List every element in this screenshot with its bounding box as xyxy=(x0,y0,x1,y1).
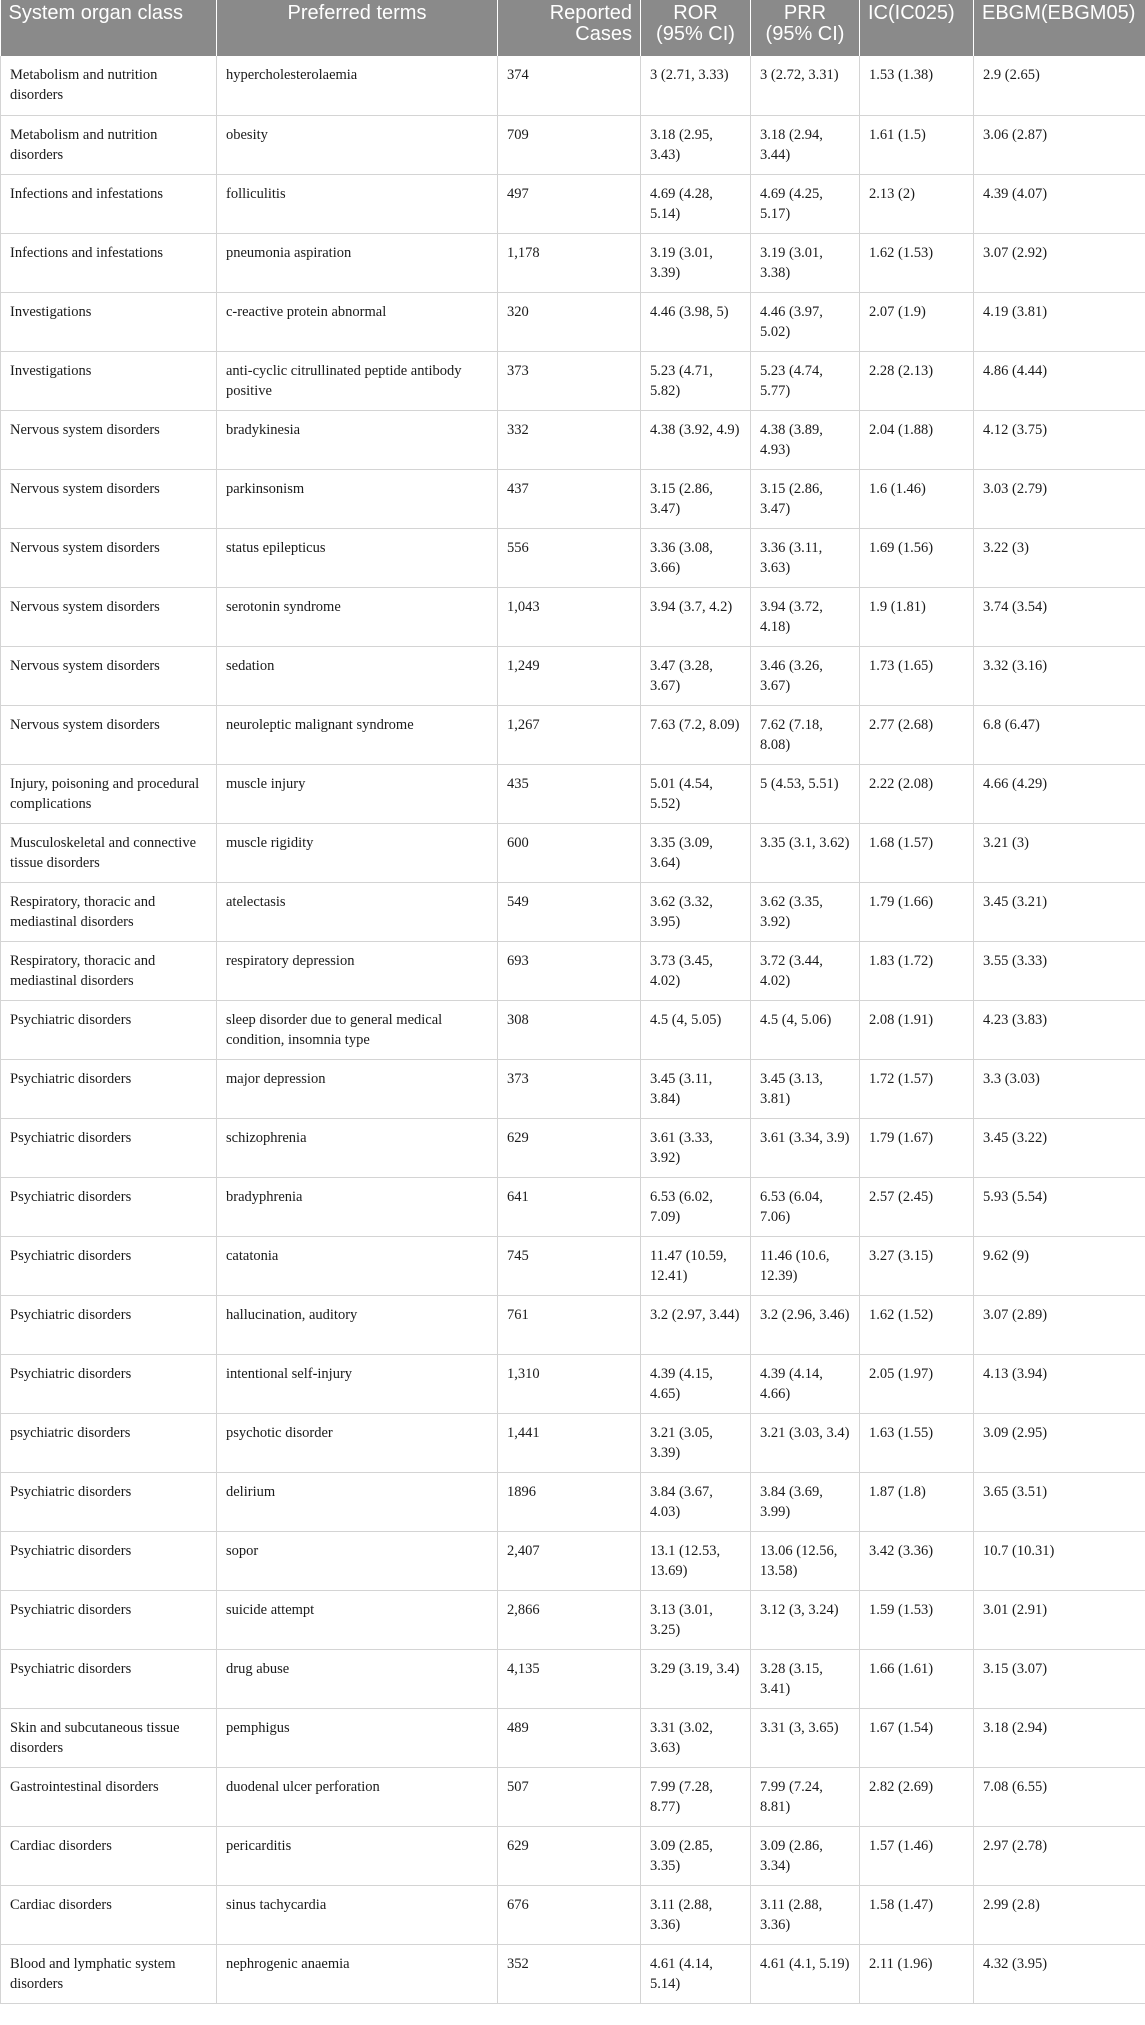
system-organ-class-cell: Nervous system disorders xyxy=(1,705,217,764)
ror-cell: 3.31 (3.02, 3.63) xyxy=(641,1708,751,1767)
system-organ-class-cell: Musculoskeletal and connective tissue disorders xyxy=(1,823,217,882)
preferred-term-cell: duodenal ulcer perforation xyxy=(217,1767,498,1826)
system-organ-class-cell: Nervous system disorders xyxy=(1,587,217,646)
preferred-term-cell: muscle injury xyxy=(217,764,498,823)
preferred-term-cell: folliculitis xyxy=(217,174,498,233)
ic-cell: 1.69 (1.56) xyxy=(860,528,974,587)
reported-cases-cell: 641 xyxy=(498,1177,641,1236)
prr-cell: 11.46 (10.6, 12.39) xyxy=(751,1236,860,1295)
system-organ-class-cell: Infections and infestations xyxy=(1,233,217,292)
preferred-term-cell: catatonia xyxy=(217,1236,498,1295)
ic-cell: 1.62 (1.52) xyxy=(860,1295,974,1354)
ic-cell: 2.57 (2.45) xyxy=(860,1177,974,1236)
ic-cell: 2.04 (1.88) xyxy=(860,410,974,469)
reported-cases-cell: 1,267 xyxy=(498,705,641,764)
preferred-term-cell: c-reactive protein abnormal xyxy=(217,292,498,351)
prr-cell: 5.23 (4.74, 5.77) xyxy=(751,351,860,410)
reported-cases-cell: 761 xyxy=(498,1295,641,1354)
col-ror-header: ROR (95% CI) xyxy=(641,0,751,56)
ror-cell: 3.13 (3.01, 3.25) xyxy=(641,1590,751,1649)
preferred-term-cell: bradykinesia xyxy=(217,410,498,469)
preferred-term-cell: delirium xyxy=(217,1472,498,1531)
system-organ-class-cell: Metabolism and nutrition disorders xyxy=(1,56,217,115)
prr-cell: 4.39 (4.14, 4.66) xyxy=(751,1354,860,1413)
table-row xyxy=(1,1354,1145,1413)
ebgm-cell: 4.66 (4.29) xyxy=(974,764,1145,823)
col-reported-cases-header: Reported Cases xyxy=(498,0,641,56)
prr-cell: 3.72 (3.44, 4.02) xyxy=(751,941,860,1000)
ic-cell: 1.6 (1.46) xyxy=(860,469,974,528)
reported-cases-cell: 1,043 xyxy=(498,587,641,646)
system-organ-class-cell: Psychiatric disorders xyxy=(1,1118,217,1177)
ror-cell: 3 (2.71, 3.33) xyxy=(641,56,751,115)
ror-cell: 11.47 (10.59, 12.41) xyxy=(641,1236,751,1295)
table-row xyxy=(1,351,1145,410)
reported-cases-cell: 1896 xyxy=(498,1472,641,1531)
table-row xyxy=(1,1118,1145,1177)
ror-cell: 3.35 (3.09, 3.64) xyxy=(641,823,751,882)
ic-cell: 1.73 (1.65) xyxy=(860,646,974,705)
prr-cell: 3.12 (3, 3.24) xyxy=(751,1590,860,1649)
table-row xyxy=(1,823,1145,882)
ic-cell: 1.62 (1.53) xyxy=(860,233,974,292)
ror-cell: 3.15 (2.86, 3.47) xyxy=(641,469,751,528)
ror-cell: 3.61 (3.33, 3.92) xyxy=(641,1118,751,1177)
ror-cell: 3.21 (3.05, 3.39) xyxy=(641,1413,751,1472)
ic-cell: 2.13 (2) xyxy=(860,174,974,233)
ic-cell: 2.07 (1.9) xyxy=(860,292,974,351)
reported-cases-cell: 556 xyxy=(498,528,641,587)
table-row xyxy=(1,882,1145,941)
preferred-term-cell: bradyphrenia xyxy=(217,1177,498,1236)
ebgm-cell: 4.32 (3.95) xyxy=(974,1944,1145,2003)
col-preferred-terms-header: Preferred terms xyxy=(217,0,498,56)
ebgm-cell: 3.18 (2.94) xyxy=(974,1708,1145,1767)
ebgm-cell: 3.15 (3.07) xyxy=(974,1649,1145,1708)
ebgm-cell: 3.03 (2.79) xyxy=(974,469,1145,528)
prr-cell: 3.19 (3.01, 3.38) xyxy=(751,233,860,292)
reported-cases-cell: 2,866 xyxy=(498,1590,641,1649)
prr-cell: 3.36 (3.11, 3.63) xyxy=(751,528,860,587)
system-organ-class-cell: Respiratory, thoracic and mediastinal disorders xyxy=(1,882,217,941)
reported-cases-cell: 676 xyxy=(498,1885,641,1944)
preferred-term-cell: serotonin syndrome xyxy=(217,587,498,646)
reported-cases-cell: 549 xyxy=(498,882,641,941)
prr-cell: 3.11 (2.88, 3.36) xyxy=(751,1885,860,1944)
preferred-term-cell: sedation xyxy=(217,646,498,705)
prr-cell: 3.2 (2.96, 3.46) xyxy=(751,1295,860,1354)
system-organ-class-cell: Psychiatric disorders xyxy=(1,1531,217,1590)
ic-cell: 2.05 (1.97) xyxy=(860,1354,974,1413)
system-organ-class-cell: Cardiac disorders xyxy=(1,1826,217,1885)
table-row xyxy=(1,941,1145,1000)
reported-cases-cell: 308 xyxy=(498,1000,641,1059)
prr-cell: 6.53 (6.04, 7.06) xyxy=(751,1177,860,1236)
ebgm-cell: 3.07 (2.89) xyxy=(974,1295,1145,1354)
table-row xyxy=(1,1944,1145,2003)
ebgm-cell: 9.62 (9) xyxy=(974,1236,1145,1295)
reported-cases-cell: 745 xyxy=(498,1236,641,1295)
ror-cell: 5.23 (4.71, 5.82) xyxy=(641,351,751,410)
prr-cell: 4.69 (4.25, 5.17) xyxy=(751,174,860,233)
ic-cell: 2.11 (1.96) xyxy=(860,1944,974,2003)
system-organ-class-cell: Psychiatric disorders xyxy=(1,1354,217,1413)
table-row xyxy=(1,1177,1145,1236)
preferred-term-cell: nephrogenic anaemia xyxy=(217,1944,498,2003)
preferred-term-cell: pemphigus xyxy=(217,1708,498,1767)
system-organ-class-cell: Psychiatric disorders xyxy=(1,1177,217,1236)
ic-cell: 1.67 (1.54) xyxy=(860,1708,974,1767)
table-row xyxy=(1,56,1145,115)
ebgm-cell: 3.32 (3.16) xyxy=(974,646,1145,705)
ic-cell: 1.87 (1.8) xyxy=(860,1472,974,1531)
ror-cell: 3.11 (2.88, 3.36) xyxy=(641,1885,751,1944)
reported-cases-cell: 709 xyxy=(498,115,641,174)
ic-cell: 1.9 (1.81) xyxy=(860,587,974,646)
ic-cell: 1.72 (1.57) xyxy=(860,1059,974,1118)
preferred-term-cell: major depression xyxy=(217,1059,498,1118)
prr-cell: 3 (2.72, 3.31) xyxy=(751,56,860,115)
reported-cases-cell: 435 xyxy=(498,764,641,823)
ebgm-cell: 6.8 (6.47) xyxy=(974,705,1145,764)
preferred-term-cell: sinus tachycardia xyxy=(217,1885,498,1944)
preferred-term-cell: parkinsonism xyxy=(217,469,498,528)
preferred-term-cell: status epilepticus xyxy=(217,528,498,587)
ic-cell: 3.27 (3.15) xyxy=(860,1236,974,1295)
ebgm-cell: 3.3 (3.03) xyxy=(974,1059,1145,1118)
ebgm-cell: 2.99 (2.8) xyxy=(974,1885,1145,1944)
ic-cell: 2.08 (1.91) xyxy=(860,1000,974,1059)
table-row xyxy=(1,1649,1145,1708)
reported-cases-cell: 374 xyxy=(498,56,641,115)
ic-cell: 1.61 (1.5) xyxy=(860,115,974,174)
preferred-term-cell: hallucination, auditory xyxy=(217,1295,498,1354)
ebgm-cell: 3.65 (3.51) xyxy=(974,1472,1145,1531)
ebgm-cell: 7.08 (6.55) xyxy=(974,1767,1145,1826)
reported-cases-cell: 373 xyxy=(498,351,641,410)
system-organ-class-cell: Psychiatric disorders xyxy=(1,1472,217,1531)
reported-cases-cell: 629 xyxy=(498,1826,641,1885)
ror-cell: 4.69 (4.28, 5.14) xyxy=(641,174,751,233)
table-row xyxy=(1,1295,1145,1354)
system-organ-class-cell: Psychiatric disorders xyxy=(1,1590,217,1649)
prr-cell: 3.45 (3.13, 3.81) xyxy=(751,1059,860,1118)
table-row xyxy=(1,528,1145,587)
system-organ-class-cell: Gastrointestinal disorders xyxy=(1,1767,217,1826)
ic-cell: 2.77 (2.68) xyxy=(860,705,974,764)
reported-cases-cell: 352 xyxy=(498,1944,641,2003)
ror-cell: 3.84 (3.67, 4.03) xyxy=(641,1472,751,1531)
ror-cell: 5.01 (4.54, 5.52) xyxy=(641,764,751,823)
ebgm-cell: 10.7 (10.31) xyxy=(974,1531,1145,1590)
reported-cases-cell: 489 xyxy=(498,1708,641,1767)
system-organ-class-cell: Psychiatric disorders xyxy=(1,1295,217,1354)
ror-cell: 4.61 (4.14, 5.14) xyxy=(641,1944,751,2003)
reported-cases-cell: 2,407 xyxy=(498,1531,641,1590)
ror-cell: 3.19 (3.01, 3.39) xyxy=(641,233,751,292)
preferred-term-cell: suicide attempt xyxy=(217,1590,498,1649)
reported-cases-cell: 497 xyxy=(498,174,641,233)
ic-cell: 2.28 (2.13) xyxy=(860,351,974,410)
table-row xyxy=(1,1767,1145,1826)
reported-cases-cell: 437 xyxy=(498,469,641,528)
ror-cell: 6.53 (6.02, 7.09) xyxy=(641,1177,751,1236)
system-organ-class-cell: Psychiatric disorders xyxy=(1,1236,217,1295)
table-header xyxy=(1,0,1145,56)
ebgm-cell: 3.21 (3) xyxy=(974,823,1145,882)
ic-cell: 1.79 (1.66) xyxy=(860,882,974,941)
reported-cases-cell: 1,249 xyxy=(498,646,641,705)
table-row xyxy=(1,705,1145,764)
preferred-term-cell: drug abuse xyxy=(217,1649,498,1708)
system-organ-class-cell: Respiratory, thoracic and mediastinal disorders xyxy=(1,941,217,1000)
ebgm-cell: 5.93 (5.54) xyxy=(974,1177,1145,1236)
preferred-term-cell: pericarditis xyxy=(217,1826,498,1885)
preferred-term-cell: atelectasis xyxy=(217,882,498,941)
ror-cell: 7.99 (7.28, 8.77) xyxy=(641,1767,751,1826)
reported-cases-cell: 320 xyxy=(498,292,641,351)
ebgm-cell: 2.97 (2.78) xyxy=(974,1826,1145,1885)
ebgm-cell: 3.22 (3) xyxy=(974,528,1145,587)
ic-cell: 1.59 (1.53) xyxy=(860,1590,974,1649)
preferred-term-cell: respiratory depression xyxy=(217,941,498,1000)
prr-cell: 3.15 (2.86, 3.47) xyxy=(751,469,860,528)
ror-cell: 3.45 (3.11, 3.84) xyxy=(641,1059,751,1118)
prr-cell: 4.5 (4, 5.06) xyxy=(751,1000,860,1059)
ic-cell: 1.58 (1.47) xyxy=(860,1885,974,1944)
col-prr-header: PRR (95% CI) xyxy=(751,0,860,56)
table-row xyxy=(1,1236,1145,1295)
ic-cell: 2.82 (2.69) xyxy=(860,1767,974,1826)
table-row xyxy=(1,587,1145,646)
preferred-term-cell: muscle rigidity xyxy=(217,823,498,882)
reported-cases-cell: 332 xyxy=(498,410,641,469)
system-organ-class-cell: Metabolism and nutrition disorders xyxy=(1,115,217,174)
table-row xyxy=(1,646,1145,705)
ic-cell: 1.79 (1.67) xyxy=(860,1118,974,1177)
ebgm-cell: 4.19 (3.81) xyxy=(974,292,1145,351)
ror-cell: 4.39 (4.15, 4.65) xyxy=(641,1354,751,1413)
preferred-term-cell: sopor xyxy=(217,1531,498,1590)
col-ebgm-header: EBGM(EBGM05) xyxy=(974,0,1145,56)
table-row xyxy=(1,1826,1145,1885)
ror-cell: 3.73 (3.45, 4.02) xyxy=(641,941,751,1000)
preferred-term-cell: pneumonia aspiration xyxy=(217,233,498,292)
ic-cell: 3.42 (3.36) xyxy=(860,1531,974,1590)
preferred-term-cell: psychotic disorder xyxy=(217,1413,498,1472)
ebgm-cell: 3.45 (3.22) xyxy=(974,1118,1145,1177)
ebgm-cell: 3.07 (2.92) xyxy=(974,233,1145,292)
prr-cell: 3.21 (3.03, 3.4) xyxy=(751,1413,860,1472)
prr-cell: 7.99 (7.24, 8.81) xyxy=(751,1767,860,1826)
ebgm-cell: 3.74 (3.54) xyxy=(974,587,1145,646)
ebgm-cell: 4.39 (4.07) xyxy=(974,174,1145,233)
system-organ-class-cell: Blood and lymphatic system disorders xyxy=(1,1944,217,2003)
ror-cell: 3.09 (2.85, 3.35) xyxy=(641,1826,751,1885)
preferred-term-cell: obesity xyxy=(217,115,498,174)
table-row xyxy=(1,764,1145,823)
system-organ-class-cell: Skin and subcutaneous tissue disorders xyxy=(1,1708,217,1767)
ror-cell: 4.46 (3.98, 5) xyxy=(641,292,751,351)
prr-cell: 5 (4.53, 5.51) xyxy=(751,764,860,823)
table-row xyxy=(1,115,1145,174)
ebgm-cell: 4.86 (4.44) xyxy=(974,351,1145,410)
preferred-term-cell: sleep disorder due to general medical condition, insomnia type xyxy=(217,1000,498,1059)
table-body xyxy=(1,56,1145,2003)
prr-cell: 4.38 (3.89, 4.93) xyxy=(751,410,860,469)
prr-cell: 3.18 (2.94, 3.44) xyxy=(751,115,860,174)
ebgm-cell: 2.9 (2.65) xyxy=(974,56,1145,115)
ror-cell: 3.94 (3.7, 4.2) xyxy=(641,587,751,646)
ror-cell: 13.1 (12.53, 13.69) xyxy=(641,1531,751,1590)
system-organ-class-cell: Psychiatric disorders xyxy=(1,1000,217,1059)
table-row xyxy=(1,292,1145,351)
table-row xyxy=(1,1413,1145,1472)
ebgm-cell: 4.12 (3.75) xyxy=(974,410,1145,469)
system-organ-class-cell: Cardiac disorders xyxy=(1,1885,217,1944)
ebgm-cell: 3.45 (3.21) xyxy=(974,882,1145,941)
prr-cell: 3.84 (3.69, 3.99) xyxy=(751,1472,860,1531)
table-row xyxy=(1,174,1145,233)
reported-cases-cell: 1,310 xyxy=(498,1354,641,1413)
prr-cell: 7.62 (7.18, 8.08) xyxy=(751,705,860,764)
reported-cases-cell: 373 xyxy=(498,1059,641,1118)
reported-cases-cell: 693 xyxy=(498,941,641,1000)
prr-cell: 13.06 (12.56, 13.58) xyxy=(751,1531,860,1590)
ic-cell: 2.22 (2.08) xyxy=(860,764,974,823)
system-organ-class-cell: Investigations xyxy=(1,292,217,351)
table-row xyxy=(1,1059,1145,1118)
reported-cases-cell: 4,135 xyxy=(498,1649,641,1708)
ic-cell: 1.57 (1.46) xyxy=(860,1826,974,1885)
table-row xyxy=(1,233,1145,292)
reported-cases-cell: 1,178 xyxy=(498,233,641,292)
preferred-term-cell: schizophrenia xyxy=(217,1118,498,1177)
ror-cell: 3.29 (3.19, 3.4) xyxy=(641,1649,751,1708)
ic-cell: 1.83 (1.72) xyxy=(860,941,974,1000)
ebgm-cell: 3.06 (2.87) xyxy=(974,115,1145,174)
prr-cell: 4.61 (4.1, 5.19) xyxy=(751,1944,860,2003)
system-organ-class-cell: Injury, poisoning and procedural complications xyxy=(1,764,217,823)
system-organ-class-cell: Psychiatric disorders xyxy=(1,1649,217,1708)
ror-cell: 3.2 (2.97, 3.44) xyxy=(641,1295,751,1354)
reported-cases-cell: 600 xyxy=(498,823,641,882)
system-organ-class-cell: Psychiatric disorders xyxy=(1,1059,217,1118)
reported-cases-cell: 1,441 xyxy=(498,1413,641,1472)
table-row xyxy=(1,1885,1145,1944)
prr-cell: 3.31 (3, 3.65) xyxy=(751,1708,860,1767)
table-row xyxy=(1,1531,1145,1590)
prr-cell: 3.09 (2.86, 3.34) xyxy=(751,1826,860,1885)
ror-cell: 3.36 (3.08, 3.66) xyxy=(641,528,751,587)
preferred-term-cell: anti-cyclic citrullinated peptide antibody positive xyxy=(217,351,498,410)
preferred-term-cell: hypercholesterolaemia xyxy=(217,56,498,115)
table-row xyxy=(1,410,1145,469)
ic-cell: 1.63 (1.55) xyxy=(860,1413,974,1472)
ror-cell: 3.62 (3.32, 3.95) xyxy=(641,882,751,941)
table-row xyxy=(1,1472,1145,1531)
prr-cell: 3.61 (3.34, 3.9) xyxy=(751,1118,860,1177)
ror-cell: 3.47 (3.28, 3.67) xyxy=(641,646,751,705)
prr-cell: 3.35 (3.1, 3.62) xyxy=(751,823,860,882)
ror-cell: 3.18 (2.95, 3.43) xyxy=(641,115,751,174)
ror-cell: 4.38 (3.92, 4.9) xyxy=(641,410,751,469)
ror-cell: 4.5 (4, 5.05) xyxy=(641,1000,751,1059)
system-organ-class-cell: Nervous system disorders xyxy=(1,528,217,587)
table-row xyxy=(1,1000,1145,1059)
ebgm-cell: 3.55 (3.33) xyxy=(974,941,1145,1000)
table-row xyxy=(1,1708,1145,1767)
ic-cell: 1.68 (1.57) xyxy=(860,823,974,882)
system-organ-class-cell: Nervous system disorders xyxy=(1,469,217,528)
ebgm-cell: 4.23 (3.83) xyxy=(974,1000,1145,1059)
prr-cell: 3.28 (3.15, 3.41) xyxy=(751,1649,860,1708)
ic-cell: 1.53 (1.38) xyxy=(860,56,974,115)
ror-cell: 7.63 (7.2, 8.09) xyxy=(641,705,751,764)
prr-cell: 3.46 (3.26, 3.67) xyxy=(751,646,860,705)
header-row xyxy=(1,0,1145,56)
system-organ-class-cell: Nervous system disorders xyxy=(1,410,217,469)
prr-cell: 3.62 (3.35, 3.92) xyxy=(751,882,860,941)
prr-cell: 3.94 (3.72, 4.18) xyxy=(751,587,860,646)
ebgm-cell: 3.01 (2.91) xyxy=(974,1590,1145,1649)
ic-cell: 1.66 (1.61) xyxy=(860,1649,974,1708)
reported-cases-cell: 629 xyxy=(498,1118,641,1177)
ebgm-cell: 3.09 (2.95) xyxy=(974,1413,1145,1472)
system-organ-class-cell: Nervous system disorders xyxy=(1,646,217,705)
ebgm-cell: 4.13 (3.94) xyxy=(974,1354,1145,1413)
system-organ-class-cell: psychiatric disorders xyxy=(1,1413,217,1472)
preferred-term-cell: neuroleptic malignant syndrome xyxy=(217,705,498,764)
col-system-organ-class-header: System organ class xyxy=(1,0,217,56)
prr-cell: 4.46 (3.97, 5.02) xyxy=(751,292,860,351)
preferred-term-cell: intentional self-injury xyxy=(217,1354,498,1413)
col-ic-header: IC(IC025) xyxy=(860,0,974,56)
system-organ-class-cell: Investigations xyxy=(1,351,217,410)
system-organ-class-cell: Infections and infestations xyxy=(1,174,217,233)
table-row xyxy=(1,1590,1145,1649)
reported-cases-cell: 507 xyxy=(498,1767,641,1826)
table-row xyxy=(1,469,1145,528)
